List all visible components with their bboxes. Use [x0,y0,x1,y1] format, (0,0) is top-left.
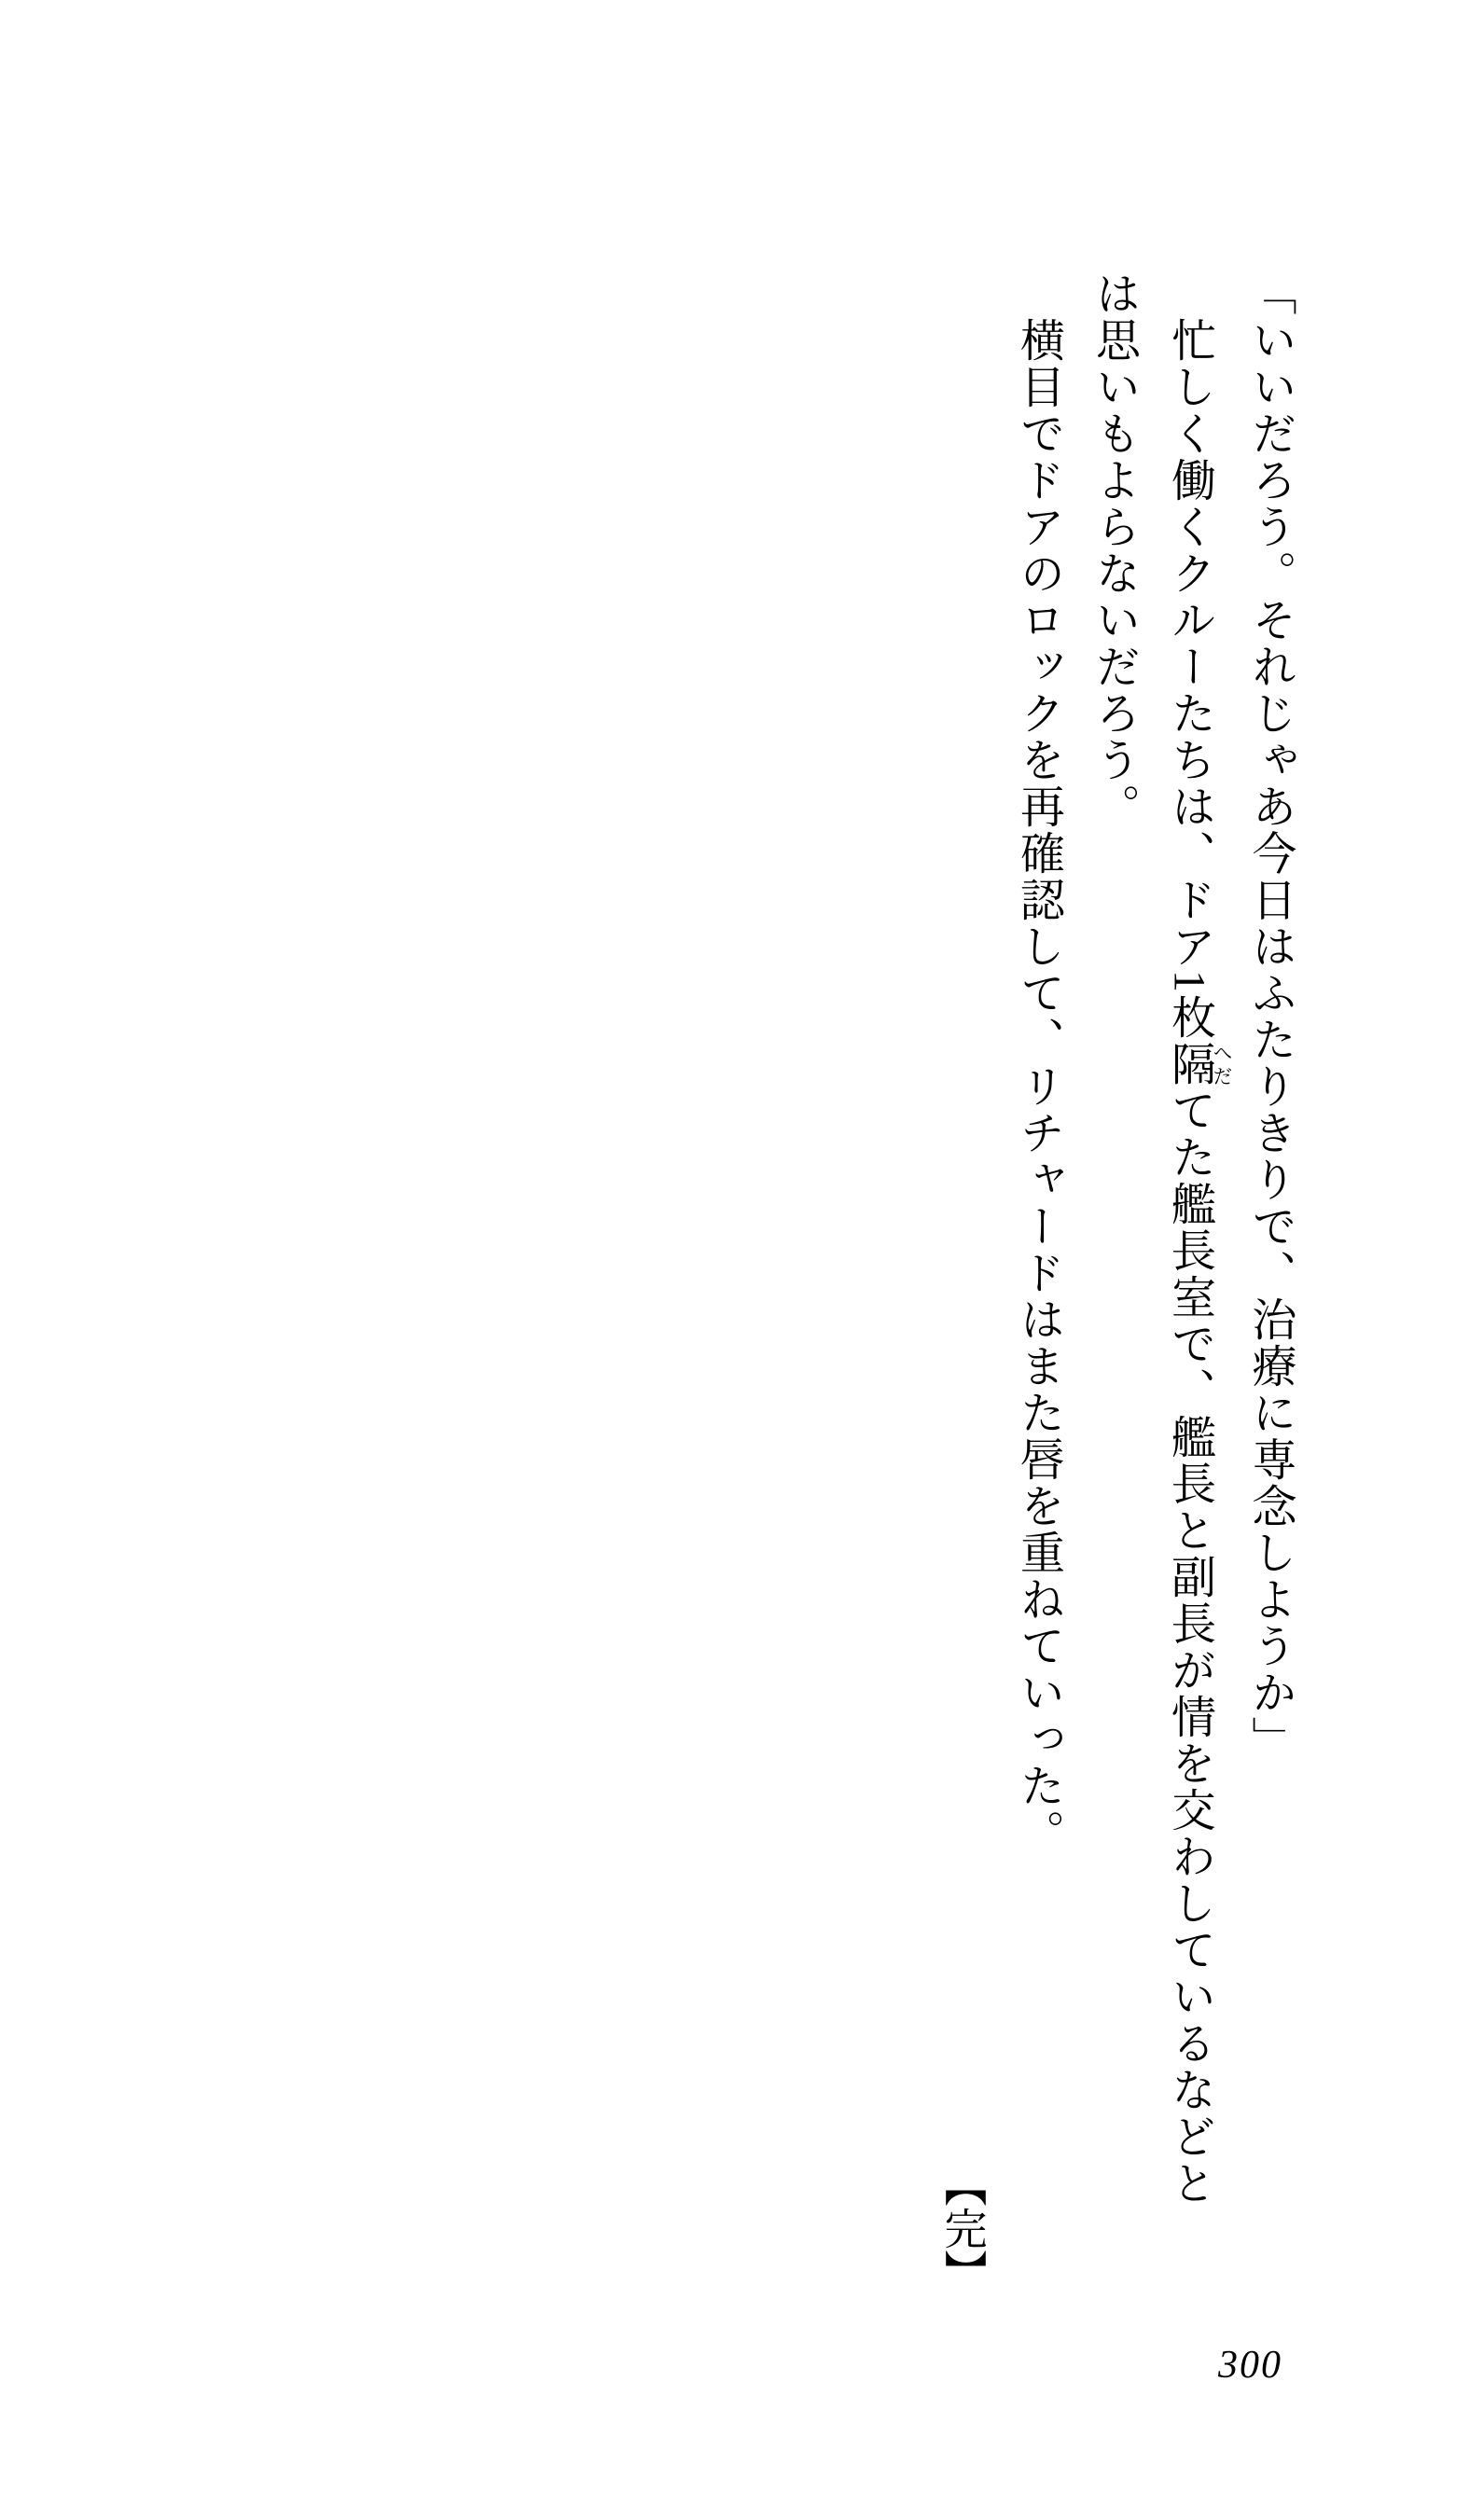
ruby-hedateta [1164,1041,1233,1087]
furigana-text: へだ [1211,1041,1233,1087]
text-line-3: は思いもよらないだろう。 [1088,270,1139,830]
text-line-4: 横目でドアのロックを再確認して、リチャードはまた唇を重ねていった。 [1013,317,1063,1856]
text-line-2-after: てた艦長室で、艦長と副長が情を交わしているなどと [1164,1087,1214,2207]
text-line-dialogue: 「いいだろう。それじゃあ今日はふたりきりで、治療に専念しようか」 [1245,270,1295,1763]
text-block [925,270,1309,2294]
text-line-2 [1152,270,1233,2294]
text-line-2-before: 忙しく働くクルーたちは、ドア1枚 [1164,317,1214,1041]
end-mark: 【完】 [938,2164,987,2292]
page-number: 300 [1218,2344,1282,2387]
ruby-base-kanji: 隔 [1164,1041,1214,1087]
